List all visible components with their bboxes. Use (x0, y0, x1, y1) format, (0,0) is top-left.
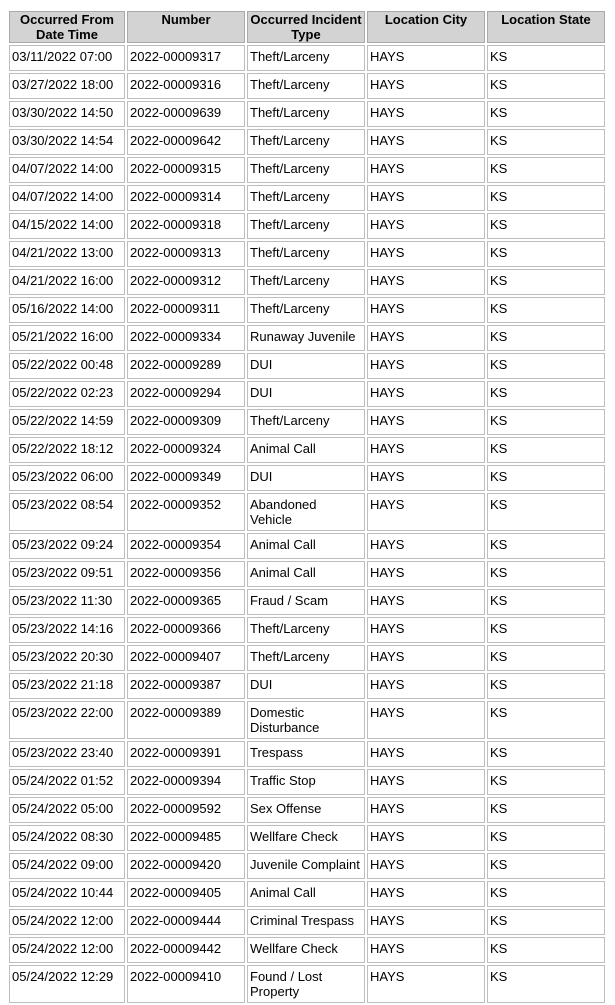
cell-state: KS (487, 269, 605, 295)
cell-incident-type: Trespass (247, 741, 365, 767)
cell-number: 2022-00009324 (127, 437, 245, 463)
cell-incident-type: Theft/Larceny (247, 645, 365, 671)
cell-incident-type: Theft/Larceny (247, 73, 365, 99)
cell-datetime: 05/22/2022 02:23 (9, 381, 125, 407)
cell-city: HAYS (367, 617, 485, 643)
cell-state: KS (487, 617, 605, 643)
cell-state: KS (487, 701, 605, 739)
cell-number: 2022-00009314 (127, 185, 245, 211)
cell-number: 2022-00009391 (127, 741, 245, 767)
cell-number: 2022-00009387 (127, 673, 245, 699)
cell-datetime: 04/21/2022 16:00 (9, 269, 125, 295)
cell-number: 2022-00009410 (127, 965, 245, 1003)
table-body (9, 45, 605, 1003)
table-row (9, 213, 605, 239)
cell-incident-type: Animal Call (247, 533, 365, 559)
cell-state: KS (487, 353, 605, 379)
cell-city: HAYS (367, 157, 485, 183)
cell-datetime: 05/23/2022 09:51 (9, 561, 125, 587)
header-occurred-from: Occurred From Date Time (9, 11, 125, 43)
cell-incident-type: Theft/Larceny (247, 213, 365, 239)
cell-datetime: 05/23/2022 08:54 (9, 493, 125, 531)
table-row (9, 561, 605, 587)
cell-incident-type: Animal Call (247, 881, 365, 907)
cell-state: KS (487, 157, 605, 183)
cell-city: HAYS (367, 213, 485, 239)
cell-state: KS (487, 409, 605, 435)
cell-number: 2022-00009312 (127, 269, 245, 295)
cell-datetime: 03/30/2022 14:54 (9, 129, 125, 155)
cell-number: 2022-00009642 (127, 129, 245, 155)
table-row (9, 45, 605, 71)
cell-number: 2022-00009366 (127, 617, 245, 643)
table-row (9, 769, 605, 795)
table-row (9, 437, 605, 463)
incident-table (7, 9, 607, 1005)
cell-state: KS (487, 881, 605, 907)
cell-number: 2022-00009313 (127, 241, 245, 267)
table-row (9, 909, 605, 935)
cell-datetime: 05/23/2022 09:24 (9, 533, 125, 559)
cell-state: KS (487, 937, 605, 963)
cell-state: KS (487, 45, 605, 71)
cell-number: 2022-00009592 (127, 797, 245, 823)
table-row (9, 297, 605, 323)
cell-state: KS (487, 325, 605, 351)
cell-number: 2022-00009316 (127, 73, 245, 99)
cell-number: 2022-00009317 (127, 45, 245, 71)
cell-datetime: 03/27/2022 18:00 (9, 73, 125, 99)
cell-city: HAYS (367, 881, 485, 907)
table-row (9, 533, 605, 559)
cell-incident-type: Domestic Disturbance (247, 701, 365, 739)
cell-datetime: 05/23/2022 23:40 (9, 741, 125, 767)
cell-number: 2022-00009318 (127, 213, 245, 239)
cell-city: HAYS (367, 297, 485, 323)
cell-state: KS (487, 853, 605, 879)
cell-state: KS (487, 825, 605, 851)
cell-number: 2022-00009389 (127, 701, 245, 739)
cell-number: 2022-00009444 (127, 909, 245, 935)
cell-state: KS (487, 533, 605, 559)
cell-number: 2022-00009485 (127, 825, 245, 851)
cell-datetime: 05/24/2022 12:00 (9, 909, 125, 935)
cell-state: KS (487, 769, 605, 795)
cell-datetime: 05/24/2022 12:29 (9, 965, 125, 1003)
cell-number: 2022-00009354 (127, 533, 245, 559)
cell-number: 2022-00009311 (127, 297, 245, 323)
table-row (9, 269, 605, 295)
table-row (9, 797, 605, 823)
cell-datetime: 05/23/2022 06:00 (9, 465, 125, 491)
cell-incident-type: Theft/Larceny (247, 297, 365, 323)
cell-city: HAYS (367, 241, 485, 267)
cell-city: HAYS (367, 853, 485, 879)
cell-number: 2022-00009394 (127, 769, 245, 795)
cell-state: KS (487, 589, 605, 615)
table-row (9, 825, 605, 851)
cell-state: KS (487, 241, 605, 267)
cell-datetime: 05/23/2022 20:30 (9, 645, 125, 671)
cell-city: HAYS (367, 937, 485, 963)
cell-city: HAYS (367, 353, 485, 379)
cell-incident-type: DUI (247, 673, 365, 699)
cell-city: HAYS (367, 533, 485, 559)
cell-incident-type: DUI (247, 381, 365, 407)
cell-incident-type: Abandoned Vehicle (247, 493, 365, 531)
cell-datetime: 05/22/2022 14:59 (9, 409, 125, 435)
cell-datetime: 05/23/2022 14:16 (9, 617, 125, 643)
cell-state: KS (487, 437, 605, 463)
cell-city: HAYS (367, 269, 485, 295)
cell-state: KS (487, 185, 605, 211)
cell-state: KS (487, 129, 605, 155)
cell-city: HAYS (367, 797, 485, 823)
cell-datetime: 05/24/2022 08:30 (9, 825, 125, 851)
cell-number: 2022-00009639 (127, 101, 245, 127)
cell-city: HAYS (367, 101, 485, 127)
cell-state: KS (487, 297, 605, 323)
cell-datetime: 05/16/2022 14:00 (9, 297, 125, 323)
table-row (9, 325, 605, 351)
table-row (9, 673, 605, 699)
cell-city: HAYS (367, 73, 485, 99)
cell-incident-type: Animal Call (247, 561, 365, 587)
cell-city: HAYS (367, 673, 485, 699)
table-row (9, 381, 605, 407)
cell-incident-type: Wellfare Check (247, 937, 365, 963)
cell-incident-type: Sex Offense (247, 797, 365, 823)
cell-number: 2022-00009294 (127, 381, 245, 407)
cell-city: HAYS (367, 129, 485, 155)
cell-state: KS (487, 381, 605, 407)
table-row (9, 353, 605, 379)
cell-datetime: 05/23/2022 11:30 (9, 589, 125, 615)
table-row (9, 701, 605, 739)
cell-incident-type: Theft/Larceny (247, 129, 365, 155)
table-row (9, 101, 605, 127)
cell-state: KS (487, 101, 605, 127)
cell-datetime: 04/07/2022 14:00 (9, 185, 125, 211)
cell-city: HAYS (367, 409, 485, 435)
cell-incident-type: Theft/Larceny (247, 101, 365, 127)
cell-incident-type: Theft/Larceny (247, 241, 365, 267)
table-row (9, 617, 605, 643)
cell-datetime: 05/23/2022 22:00 (9, 701, 125, 739)
cell-number: 2022-00009420 (127, 853, 245, 879)
incident-report (7, 9, 607, 1005)
table-row (9, 881, 605, 907)
header-row (9, 11, 605, 43)
cell-city: HAYS (367, 589, 485, 615)
table-row (9, 937, 605, 963)
cell-city: HAYS (367, 465, 485, 491)
cell-state: KS (487, 645, 605, 671)
cell-incident-type: Traffic Stop (247, 769, 365, 795)
cell-state: KS (487, 465, 605, 491)
cell-incident-type: Theft/Larceny (247, 409, 365, 435)
cell-number: 2022-00009352 (127, 493, 245, 531)
cell-number: 2022-00009315 (127, 157, 245, 183)
table-row (9, 965, 605, 1003)
cell-state: KS (487, 673, 605, 699)
cell-state: KS (487, 561, 605, 587)
cell-datetime: 04/15/2022 14:00 (9, 213, 125, 239)
cell-city: HAYS (367, 965, 485, 1003)
cell-city: HAYS (367, 645, 485, 671)
table-row (9, 589, 605, 615)
cell-city: HAYS (367, 437, 485, 463)
cell-datetime: 04/07/2022 14:00 (9, 157, 125, 183)
cell-datetime: 05/23/2022 21:18 (9, 673, 125, 699)
cell-incident-type: DUI (247, 353, 365, 379)
header-location-city: Location City (367, 11, 485, 43)
cell-number: 2022-00009405 (127, 881, 245, 907)
table-row (9, 157, 605, 183)
cell-state: KS (487, 965, 605, 1003)
cell-city: HAYS (367, 769, 485, 795)
table-row (9, 129, 605, 155)
cell-number: 2022-00009356 (127, 561, 245, 587)
cell-number: 2022-00009407 (127, 645, 245, 671)
cell-incident-type: Juvenile Complaint (247, 853, 365, 879)
cell-datetime: 05/24/2022 10:44 (9, 881, 125, 907)
cell-city: HAYS (367, 741, 485, 767)
cell-number: 2022-00009365 (127, 589, 245, 615)
cell-state: KS (487, 741, 605, 767)
cell-incident-type: Theft/Larceny (247, 157, 365, 183)
cell-city: HAYS (367, 701, 485, 739)
cell-incident-type: Runaway Juvenile (247, 325, 365, 351)
cell-state: KS (487, 213, 605, 239)
header-incident-type: Occurred Incident Type (247, 11, 365, 43)
cell-datetime: 05/24/2022 05:00 (9, 797, 125, 823)
cell-city: HAYS (367, 325, 485, 351)
cell-city: HAYS (367, 909, 485, 935)
table-row (9, 185, 605, 211)
cell-datetime: 05/24/2022 01:52 (9, 769, 125, 795)
table-row (9, 645, 605, 671)
cell-incident-type: Theft/Larceny (247, 617, 365, 643)
cell-number: 2022-00009334 (127, 325, 245, 351)
table-row (9, 493, 605, 531)
table-row (9, 73, 605, 99)
cell-datetime: 03/30/2022 14:50 (9, 101, 125, 127)
table-header (9, 11, 605, 43)
table-row (9, 741, 605, 767)
cell-datetime: 03/11/2022 07:00 (9, 45, 125, 71)
cell-city: HAYS (367, 561, 485, 587)
cell-number: 2022-00009349 (127, 465, 245, 491)
cell-state: KS (487, 493, 605, 531)
cell-incident-type: Theft/Larceny (247, 269, 365, 295)
cell-city: HAYS (367, 493, 485, 531)
cell-city: HAYS (367, 825, 485, 851)
cell-state: KS (487, 909, 605, 935)
cell-city: HAYS (367, 45, 485, 71)
cell-incident-type: DUI (247, 465, 365, 491)
cell-incident-type: Theft/Larceny (247, 45, 365, 71)
cell-incident-type: Fraud / Scam (247, 589, 365, 615)
cell-datetime: 05/24/2022 12:00 (9, 937, 125, 963)
cell-incident-type: Theft/Larceny (247, 185, 365, 211)
cell-state: KS (487, 797, 605, 823)
header-location-state: Location State (487, 11, 605, 43)
cell-number: 2022-00009289 (127, 353, 245, 379)
cell-datetime: 05/24/2022 09:00 (9, 853, 125, 879)
table-row (9, 853, 605, 879)
cell-incident-type: Wellfare Check (247, 825, 365, 851)
cell-datetime: 05/22/2022 00:48 (9, 353, 125, 379)
cell-number: 2022-00009309 (127, 409, 245, 435)
cell-city: HAYS (367, 185, 485, 211)
cell-state: KS (487, 73, 605, 99)
header-number: Number (127, 11, 245, 43)
table-row (9, 465, 605, 491)
cell-incident-type: Criminal Trespass (247, 909, 365, 935)
cell-number: 2022-00009442 (127, 937, 245, 963)
cell-incident-type: Found / Lost Property (247, 965, 365, 1003)
cell-city: HAYS (367, 381, 485, 407)
table-row (9, 409, 605, 435)
cell-datetime: 05/22/2022 18:12 (9, 437, 125, 463)
table-row (9, 241, 605, 267)
cell-datetime: 04/21/2022 13:00 (9, 241, 125, 267)
cell-datetime: 05/21/2022 16:00 (9, 325, 125, 351)
cell-incident-type: Animal Call (247, 437, 365, 463)
